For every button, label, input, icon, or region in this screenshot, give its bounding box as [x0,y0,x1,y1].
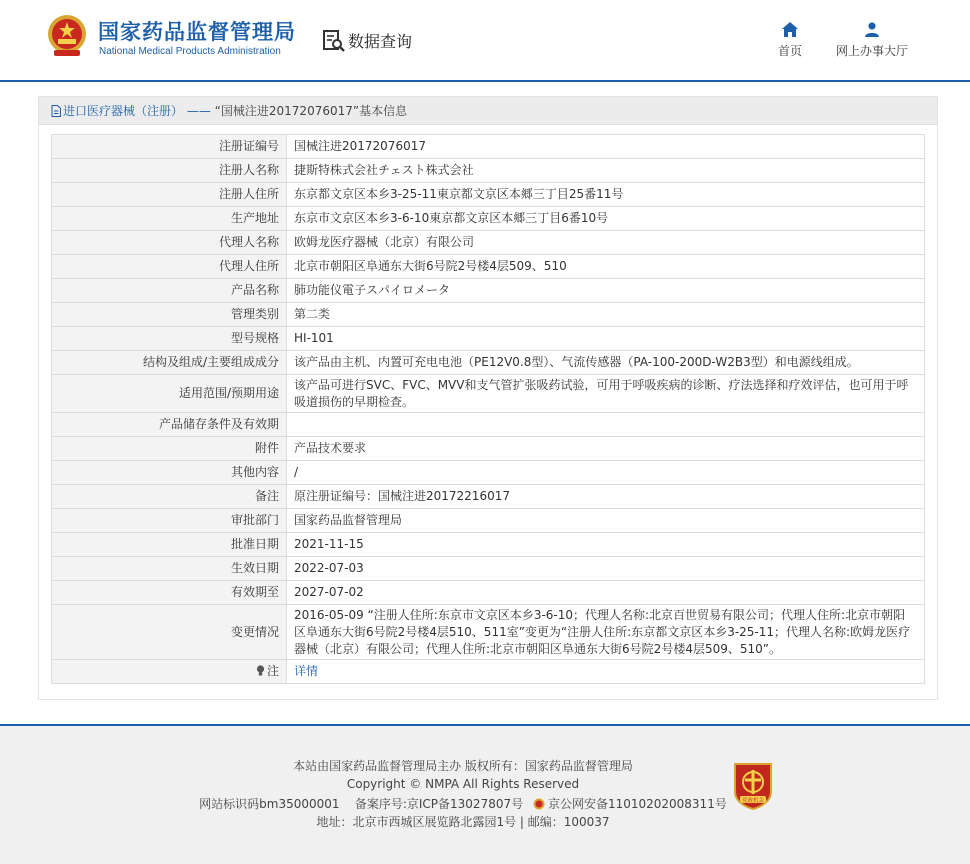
row-label: 备注 [52,485,287,509]
row-value: 欧姆龙医疗器械（北京）有限公司 [287,231,925,255]
site-header [0,0,970,82]
table-row [52,279,925,303]
table-row [52,605,925,660]
table-row [52,207,925,231]
table-row [52,159,925,183]
table-row [52,135,925,159]
panel-breadcrumb [39,97,937,125]
row-label: 有效期至 [52,581,287,605]
row-value: 2027-07-02 [287,581,925,605]
table-row [52,327,925,351]
note-label: 注 [266,664,279,678]
row-label: 结构及组成/主要组成成分 [52,351,287,375]
row-label: 批准日期 [52,533,287,557]
table-row [52,375,925,413]
row-label: 代理人名称 [52,231,287,255]
footer-police-record[interactable]: 京公网安备11010202008311号 [547,797,727,811]
row-value: / [287,461,925,485]
table-row [52,255,925,279]
row-value: HI-101 [287,327,925,351]
org-name-en: National Medical Products Administration [99,46,281,57]
details-link[interactable]: 详情 [294,664,319,678]
user-icon [864,22,880,37]
row-value: 国家药品监督管理局 [287,509,925,533]
lightbulb-icon [256,665,265,676]
row-label: 生产地址 [52,207,287,231]
row-value [287,413,925,437]
footer-icp[interactable]: 备案序号:京ICP备13027807号 [354,797,524,811]
table-row [52,533,925,557]
row-label: 管理类别 [52,303,287,327]
row-value: 东京市文京区本乡3-6-10東京都文京区本郷三丁目6番10号 [287,207,925,231]
table-row [52,461,925,485]
table-row [52,437,925,461]
table-row [52,183,925,207]
table-row [52,413,925,437]
row-value: 国械注进20172076017 [287,135,925,159]
nav-home-label: 首页 [777,44,802,58]
table-row [52,231,925,255]
site-footer [0,724,970,864]
table-row [52,303,925,327]
row-label: 生效日期 [52,557,287,581]
police-badge-icon [533,798,545,810]
row-value: 原注册证编号：国械注进20172216017 [287,485,925,509]
row-value: 该产品由主机、内置可充电电池（PE12V0.8型）、气流传感器（PA-100-200D-W2B3型）和电源线组成。 [287,351,925,375]
row-label: 其他内容 [52,461,287,485]
row-label: 注册人住所 [52,183,287,207]
row-value: 2016-05-09 “注册人住所:东京市文京区本乡3-6-10；代理人名称:北京百世贸易有限公司；代理人住所:北京市朝阳区阜通东大街6号院2号楼4层510、511室”变更为“注册人住所:东京都文京区本乡3-25-11；代理人名称:欧姆龙医疗器械（北京）有限公司；代理人住所:北京市朝阳区阜通东大街6号院2号楼4层509、510”。 [287,605,925,660]
row-value-note [287,660,925,684]
row-value: 北京市朝阳区阜通东大街6号院2号楼4层509、510 [287,255,925,279]
table-row [52,581,925,605]
row-value: 2022-07-03 [287,557,925,581]
table-row [52,485,925,509]
row-value: 肺功能仪電子スパイロメータ [287,279,925,303]
document-icon [51,105,61,117]
breadcrumb-separator: —— [186,104,211,118]
table-row [52,509,925,533]
badge-text: 党政机关 [741,798,765,804]
table-row-note [52,660,925,684]
row-value: 东京都文京区本乡3-25-11東京都文京区本郷三丁目25番11号 [287,183,925,207]
breadcrumb-title: “国械注进20172076017”基本信息 [214,104,408,118]
nav-home[interactable] [770,22,810,59]
row-label: 代理人住所 [52,255,287,279]
row-value: 捷斯特株式会社チェスト株式会社 [287,159,925,183]
row-label: 型号规格 [52,327,287,351]
org-name-cn: 国家药品监督管理局 [98,20,296,44]
breadcrumb-category[interactable]: 进口医疗器械（注册） [63,104,184,118]
footer-copyright: Copyright © NMPA All Rights Reserved [346,777,580,791]
row-value: 第二类 [287,303,925,327]
row-value: 产品技术要求 [287,437,925,461]
national-emblem-icon [46,14,88,58]
row-label: 注册证编号 [52,135,287,159]
footer-address: 地址：北京市西城区展览路北露园1号 | 邮编：100037 [316,815,610,829]
row-value: 2021-11-15 [287,533,925,557]
registration-info-table [51,134,925,684]
table-row [52,351,925,375]
nav-hall-label: 网上办事大厅 [835,44,908,58]
row-label: 附件 [52,437,287,461]
document-search-icon [322,29,346,53]
detail-panel [38,96,938,700]
row-value: 该产品可进行SVC、FVC、MVV和支气管扩张吸药试验，可用于呼吸疾病的诊断、疗法选择和疗效评估，也可用于呼吸道损伤的早期检查。 [287,375,925,413]
row-label: 注册人名称 [52,159,287,183]
nav-online-service-hall[interactable] [830,22,914,59]
footer-site-id: 网站标识码bm35000001 [199,797,340,811]
data-query-title: 数据查询 [348,32,413,51]
row-label: 产品名称 [52,279,287,303]
table-row [52,557,925,581]
row-label: 适用范围/预期用途 [52,375,287,413]
home-icon [782,22,798,37]
row-label: 产品储存条件及有效期 [52,413,287,437]
party-government-badge-icon[interactable] [732,762,774,810]
row-label-note [52,660,287,684]
footer-host-line: 本站由国家药品监督管理局主办 版权所有：国家药品监督管理局 [293,759,633,773]
row-label: 审批部门 [52,509,287,533]
row-label: 变更情况 [52,605,287,660]
footer-registration-line [0,795,926,812]
